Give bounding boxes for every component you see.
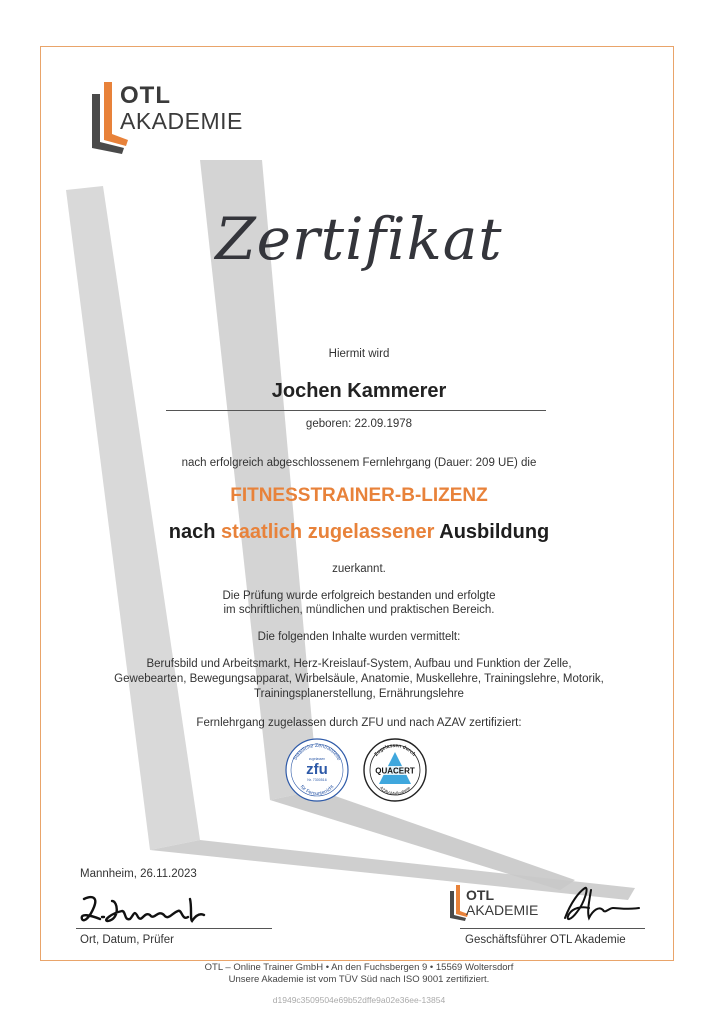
- accreditation-text: Fernlehrgang zugelassen durch ZFU und nach AZAV zertifiziert:: [196, 717, 522, 729]
- quacert-arc-top: Zugelassen durch: [373, 742, 417, 758]
- examiner-signature-line: [76, 928, 272, 929]
- logo-text-otl: OTL: [120, 82, 171, 109]
- contents-intro: Die folgenden Inhalte wurden vermittelt:: [257, 631, 461, 643]
- footer-logo-otl: OTL: [466, 887, 494, 903]
- zfu-number: Nr. 7300516: [307, 778, 327, 782]
- zfu-arc-top: Staatliche Zentralstelle: [292, 742, 342, 762]
- subtitle-part-3: Ausbildung: [439, 521, 550, 543]
- intro-text: Hiermit wird: [328, 348, 390, 360]
- license-title: FITNESSTRAINER-B-LIZENZ: [230, 485, 488, 506]
- contents-line-2: Gewebearten, Bewegungsapparat, Wirbelsäule, Anatomie, Muskellehre, Trainingslehre, Motorik,: [114, 673, 604, 685]
- quacert-seal-icon: [363, 738, 427, 802]
- footer-line-1: OTL – Online Trainer GmbH • An den Fuchsbergen 9 • 15569 Woltersdorf: [204, 962, 514, 973]
- quacert-logo-text: QUACERT: [375, 766, 415, 776]
- name-underline: [166, 410, 546, 411]
- director-signature: [555, 882, 645, 926]
- awarded-text: zuerkannt.: [332, 563, 386, 575]
- course-description: nach erfolgreich abgeschlossenem Fernlehrgang (Dauer: 209 UE) die: [181, 457, 537, 469]
- otl-akademie-logo: [88, 82, 288, 162]
- certificate-hash: d1949c3509504e69b52dffe9a02e36ee-13854: [272, 995, 446, 1005]
- contents-line-3: Trainingsplanerstellung, Ernährungslehre: [254, 688, 464, 700]
- subtitle-part-2: staatlich zugelassener: [221, 521, 435, 543]
- logo-text-akademie: AKADEMIE: [120, 108, 243, 134]
- footer-line-2: Unsere Akademie ist vom TÜV Süd nach ISO 9001 zertifiziert.: [228, 974, 490, 985]
- zfu-arc-bottom: für Fernunterricht: [298, 784, 336, 798]
- zfu-logo-text: zfu: [306, 761, 328, 778]
- zfu-seal-icon: [285, 738, 349, 802]
- examiner-caption: Ort, Datum, Prüfer: [80, 934, 174, 946]
- place-date: Mannheim, 26.11.2023: [80, 868, 197, 880]
- contents-line-1: Berufsbild und Arbeitsmarkt, Herz-Kreislauf-System, Aufbau und Funktion der Zelle,: [146, 658, 572, 670]
- exam-line-2: im schriftlichen, mündlichen und praktischen Bereich.: [223, 604, 495, 616]
- footer-logo-mark-icon: [448, 885, 468, 925]
- footer-logo-akademie: AKADEMIE: [466, 902, 539, 918]
- footer-otl-logo: [448, 885, 568, 925]
- birth-date: geboren: 22.09.1978: [305, 418, 413, 430]
- certificate-title: Zertifikat: [215, 205, 503, 273]
- examiner-signature: [78, 893, 228, 929]
- exam-line-1: Die Prüfung wurde erfolgreich bestanden und erfolgte: [222, 590, 496, 602]
- training-subtitle: [0, 521, 718, 544]
- subtitle-part-1: nach: [168, 521, 216, 543]
- zfu-small-text: zugelassen: [308, 757, 326, 761]
- recipient-name: Jochen Kammerer: [271, 380, 447, 402]
- director-signature-line: [460, 928, 645, 929]
- director-caption: Geschäftsführer OTL Akademie: [465, 934, 626, 946]
- quacert-arc-bottom: AZAV-Maßnahme: [378, 785, 412, 797]
